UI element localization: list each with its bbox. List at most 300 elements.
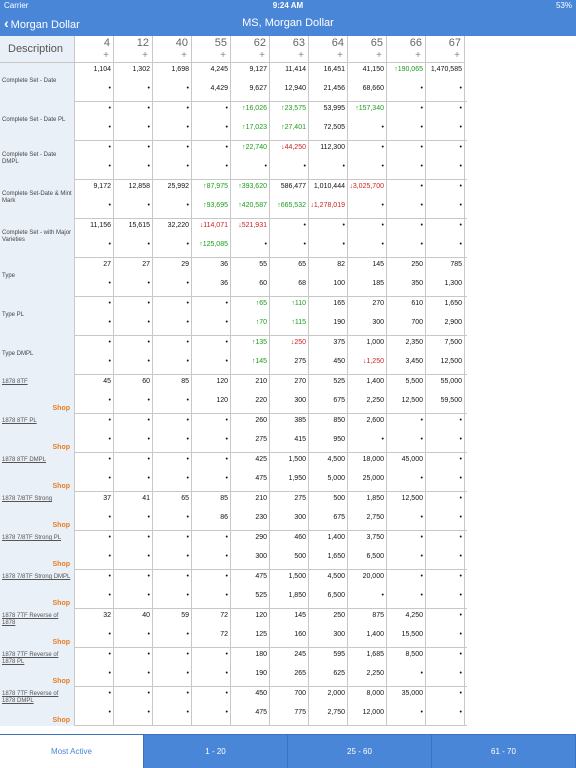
price-text: • [420,573,423,580]
price-cell[interactable] [192,414,231,453]
price-cell[interactable] [387,570,426,609]
price-cell[interactable] [270,648,309,687]
grade-label: 67 [448,37,461,49]
price-value [142,261,150,268]
row-description [0,297,75,336]
tab-item[interactable]: 25 - 60 [288,735,432,768]
price-text: 250 [333,612,345,619]
price-cell[interactable] [348,531,387,570]
price-value [255,631,267,638]
grade-column-header[interactable] [192,36,231,63]
price-cell[interactable] [270,609,309,648]
plus-icon[interactable]: + [142,50,148,61]
price-value [298,261,306,268]
price-cell[interactable] [309,63,348,102]
variety-link[interactable]: 1878 8TF DMPL [2,457,47,463]
price-cell[interactable] [75,687,114,726]
price-cell[interactable] [192,531,231,570]
grade-column-header[interactable] [426,36,465,63]
price-text: • [147,709,150,716]
price-cell[interactable] [75,180,114,219]
price-cell[interactable] [387,609,426,648]
price-text: 385 [294,417,306,424]
tab-item[interactable]: Most Active [0,735,144,768]
price-cell[interactable] [348,180,387,219]
plus-icon[interactable]: + [337,50,343,61]
price-cell[interactable] [114,648,153,687]
price-text: 12,000 [362,709,384,716]
price-cell[interactable] [309,648,348,687]
price-cell[interactable] [231,609,270,648]
price-cell[interactable] [387,219,426,258]
price-cell[interactable] [75,531,114,570]
price-cell[interactable] [426,258,465,297]
price-text: • [147,670,150,677]
grade-column-header[interactable] [153,36,192,63]
price-cell[interactable] [387,531,426,570]
plus-icon[interactable]: + [376,50,382,61]
price-cell[interactable] [270,453,309,492]
price-cell[interactable] [348,219,387,258]
plus-icon[interactable]: + [259,50,265,61]
price-value [285,66,306,73]
price-cell[interactable] [426,102,465,141]
price-value [324,66,345,73]
plus-icon[interactable]: + [298,50,304,61]
price-cell[interactable] [426,648,465,687]
price-cell[interactable] [75,648,114,687]
price-cell[interactable] [348,414,387,453]
price-cell[interactable] [75,453,114,492]
price-value [200,222,228,229]
price-cell[interactable] [75,609,114,648]
price-value [460,417,462,424]
variety-link[interactable]: 1878 7/8TF Strong PL [2,535,62,541]
price-cell[interactable] [153,414,192,453]
price-cell[interactable] [270,336,309,375]
price-text: 115 [294,319,306,326]
price-cell[interactable] [231,297,270,336]
price-cell[interactable] [231,102,270,141]
price-cell[interactable] [387,453,426,492]
price-cell[interactable] [309,297,348,336]
plus-icon[interactable]: + [181,50,187,61]
price-cell[interactable] [309,687,348,726]
price-cell[interactable] [75,570,114,609]
price-text: 675 [333,397,345,404]
price-grid[interactable] [0,36,576,733]
price-cell[interactable] [270,258,309,297]
price-cell[interactable] [348,492,387,531]
price-cell[interactable] [153,687,192,726]
price-cell[interactable] [426,570,465,609]
price-cell[interactable] [153,453,192,492]
price-cell[interactable] [426,297,465,336]
price-text: • [186,690,189,697]
price-text: • [108,163,111,170]
price-text: • [420,241,423,248]
price-cell[interactable] [309,336,348,375]
price-cell[interactable] [348,453,387,492]
price-value [460,651,462,658]
price-cell[interactable] [426,687,465,726]
price-cell[interactable] [387,414,426,453]
price-cell[interactable] [114,570,153,609]
price-cell[interactable] [153,297,192,336]
price-value [187,651,189,658]
price-cell[interactable] [270,180,309,219]
price-cell[interactable] [153,63,192,102]
price-cell[interactable] [426,414,465,453]
price-cell[interactable] [75,375,114,414]
price-cell[interactable] [387,687,426,726]
price-value [382,436,384,443]
price-cell[interactable] [192,492,231,531]
price-cell[interactable] [231,219,270,258]
price-text: 275 [255,436,267,443]
price-cell[interactable] [192,609,231,648]
price-cell[interactable] [270,687,309,726]
price-cell[interactable] [309,141,348,180]
price-cell[interactable] [348,648,387,687]
price-cell[interactable] [270,63,309,102]
price-text: • [186,417,189,424]
price-text: 3,450 [405,358,423,365]
row-description [0,258,75,297]
price-text: 157,340 [358,105,384,112]
price-cell[interactable] [387,102,426,141]
price-cell[interactable] [75,258,114,297]
price-cell[interactable] [192,687,231,726]
price-cell[interactable] [153,258,192,297]
variety-link[interactable]: 1878 8TF PL [2,418,37,424]
price-cell[interactable] [153,609,192,648]
price-cell[interactable] [387,648,426,687]
price-text: 40 [142,612,150,619]
price-text: 135 [255,339,267,346]
price-text: • [186,300,189,307]
tab-item[interactable]: 1 - 20 [144,735,288,768]
price-cell[interactable] [426,336,465,375]
variety-link[interactable]: 1878 8TF [2,379,28,385]
arrow-down-icon: ↓ [199,222,204,229]
price-cell[interactable] [309,609,348,648]
price-cell[interactable] [192,141,231,180]
price-cell[interactable] [270,570,309,609]
price-cell[interactable] [348,258,387,297]
grade-column-header[interactable] [231,36,270,63]
price-cell[interactable] [270,297,309,336]
price-cell[interactable] [192,258,231,297]
price-cell[interactable] [270,219,309,258]
price-cell[interactable] [231,141,270,180]
price-cell[interactable] [75,414,114,453]
price-cell[interactable] [309,180,348,219]
price-cell[interactable] [426,609,465,648]
price-cell[interactable] [153,180,192,219]
price-cell[interactable] [348,297,387,336]
grade-column-header[interactable] [114,36,153,63]
grade-label: 40 [175,37,188,49]
price-cell[interactable] [387,492,426,531]
price-cell[interactable] [309,375,348,414]
price-value [460,475,462,482]
price-text: 27 [103,261,111,268]
price-cell[interactable] [114,336,153,375]
price-cell[interactable] [114,687,153,726]
price-cell[interactable] [231,570,270,609]
price-cell[interactable] [426,453,465,492]
price-cell[interactable] [231,258,270,297]
price-cell[interactable] [192,180,231,219]
price-cell[interactable] [231,453,270,492]
price-value [148,690,150,697]
price-cell[interactable] [75,297,114,336]
price-cell[interactable] [192,570,231,609]
price-cell[interactable] [153,102,192,141]
variety-link[interactable]: 1878 7TF Reverse of 1878 [2,613,59,626]
price-text: • [420,475,423,482]
price-cell[interactable] [231,687,270,726]
price-cell[interactable] [153,375,192,414]
price-value [421,163,423,170]
plus-icon[interactable]: + [103,50,109,61]
price-cell[interactable] [231,336,270,375]
price-value [238,202,267,209]
grade-column-header[interactable] [75,36,114,63]
price-cell[interactable] [75,102,114,141]
price-cell[interactable] [114,219,153,258]
price-cell[interactable] [348,102,387,141]
price-value [181,495,189,502]
price-value [281,105,306,112]
price-cell[interactable] [75,492,114,531]
variety-link[interactable]: 1878 7/8TF Strong DMPL [2,574,71,580]
price-cell[interactable] [114,609,153,648]
price-value [288,475,306,482]
price-cell[interactable] [387,141,426,180]
price-cell[interactable] [387,375,426,414]
price-cell[interactable] [192,336,231,375]
variety-link[interactable]: 1878 7TF Reverse of 1878 DMPL [2,691,59,704]
price-cell[interactable] [348,141,387,180]
price-cell[interactable] [426,531,465,570]
price-value [333,612,345,619]
price-cell[interactable] [231,63,270,102]
price-cell[interactable] [270,531,309,570]
price-cell[interactable] [153,336,192,375]
price-cell[interactable] [114,63,153,102]
price-cell[interactable] [114,258,153,297]
price-cell[interactable] [192,453,231,492]
price-cell[interactable] [153,219,192,258]
price-text: 11,156 [90,222,111,229]
arrow-up-icon: ↑ [355,105,359,112]
price-cell[interactable] [192,102,231,141]
price-text: • [225,573,228,580]
price-value [109,144,111,151]
price-value [349,183,384,190]
price-cell[interactable] [270,141,309,180]
price-cell[interactable] [309,258,348,297]
price-cell[interactable] [426,141,465,180]
price-cell[interactable] [75,219,114,258]
variety-link[interactable]: 1878 7TF Reverse of 1878 PL [2,652,59,665]
price-cell[interactable] [426,492,465,531]
price-text: 87,975 [206,183,228,190]
price-value [220,631,228,638]
price-cell[interactable] [387,336,426,375]
price-cell[interactable] [387,258,426,297]
arrow-up-icon: ↑ [199,241,203,248]
price-cell[interactable] [114,141,153,180]
price-value [363,573,384,580]
price-text: • [225,553,228,560]
shop-link[interactable]: Shop [52,717,70,724]
price-value [411,261,423,268]
price-cell[interactable] [348,609,387,648]
price-cell[interactable] [270,414,309,453]
plus-icon[interactable]: + [415,50,421,61]
price-text: • [108,105,111,112]
price-value [294,378,306,385]
price-cell[interactable] [270,375,309,414]
price-cell[interactable] [192,375,231,414]
price-cell[interactable] [75,141,114,180]
price-text: 190,065 [397,66,423,73]
price-cell[interactable] [231,531,270,570]
price-text: • [147,144,150,151]
price-cell[interactable] [114,180,153,219]
price-text: 145 [255,358,267,365]
price-value [411,300,423,307]
price-cell[interactable] [348,63,387,102]
price-cell[interactable] [426,219,465,258]
shop-link[interactable]: Shop [52,561,70,568]
price-cell[interactable] [192,648,231,687]
price-cell[interactable] [387,180,426,219]
price-value [109,105,111,112]
price-cell[interactable] [192,63,231,102]
price-cell[interactable] [75,63,114,102]
price-cell[interactable] [309,453,348,492]
price-text: • [225,339,228,346]
price-cell[interactable] [348,375,387,414]
price-cell[interactable] [231,180,270,219]
price-text: 27,401 [284,124,306,131]
price-value [226,592,228,599]
price-value [363,709,384,716]
price-cell[interactable] [192,219,231,258]
price-value [148,456,150,463]
price-cell[interactable] [153,531,192,570]
price-value [324,124,345,131]
shop-link[interactable]: Shop [52,678,70,685]
tab-item[interactable]: 61 - 70 [432,735,576,768]
price-value [333,280,345,287]
shop-link[interactable]: Shop [52,444,70,451]
price-cell[interactable] [309,492,348,531]
price-value [402,690,423,697]
price-text: 1,650 [327,553,345,560]
grade-column-header[interactable] [270,36,309,63]
price-text: • [225,651,228,658]
price-cell[interactable] [114,453,153,492]
price-cell[interactable] [114,492,153,531]
price-cell[interactable] [231,414,270,453]
price-cell[interactable] [426,180,465,219]
plus-icon[interactable]: + [454,50,460,61]
price-cell[interactable] [231,375,270,414]
price-cell[interactable] [270,102,309,141]
shop-link[interactable]: Shop [52,522,70,529]
price-value [255,651,267,658]
price-text: 1,000 [366,339,384,346]
price-value [460,534,462,541]
table-row [0,414,467,453]
price-cell[interactable] [114,375,153,414]
price-value [304,222,306,229]
price-cell[interactable] [153,492,192,531]
price-cell[interactable] [114,531,153,570]
price-cell[interactable] [426,63,465,102]
price-cell[interactable] [114,414,153,453]
price-cell[interactable] [114,297,153,336]
price-cell[interactable] [426,375,465,414]
price-text: 85 [181,378,189,385]
price-cell[interactable] [270,492,309,531]
shop-link[interactable]: Shop [52,639,70,646]
shop-link[interactable]: Shop [52,405,70,412]
price-text: • [381,222,384,229]
price-cell[interactable] [309,570,348,609]
shop-link[interactable]: Shop [52,483,70,490]
price-text: 5,000 [327,475,345,482]
price-cell[interactable] [348,570,387,609]
price-cell[interactable] [348,336,387,375]
price-cell[interactable] [153,141,192,180]
price-cell[interactable] [309,531,348,570]
plus-icon[interactable]: + [220,50,226,61]
shop-link[interactable]: Shop [52,600,70,607]
price-cell[interactable] [348,687,387,726]
price-cell[interactable] [153,648,192,687]
price-value [109,417,111,424]
price-cell[interactable] [387,297,426,336]
price-cell[interactable] [192,297,231,336]
grade-column-header[interactable] [309,36,348,63]
price-cell[interactable] [231,492,270,531]
price-value [249,66,267,73]
price-cell[interactable] [153,570,192,609]
price-cell[interactable] [309,219,348,258]
price-value [405,358,423,365]
price-cell[interactable] [231,648,270,687]
grade-column-header[interactable] [348,36,387,63]
price-cell[interactable] [309,414,348,453]
price-text: 2,250 [366,670,384,677]
price-text: • [147,651,150,658]
price-cell[interactable] [114,102,153,141]
price-value [333,495,345,502]
price-text: • [225,144,228,151]
price-cell[interactable] [75,336,114,375]
grade-column-header[interactable] [387,36,426,63]
price-cell[interactable] [387,63,426,102]
variety-link[interactable]: 1878 7/8TF Strong [2,496,53,502]
price-value [421,241,423,248]
price-cell[interactable] [309,102,348,141]
